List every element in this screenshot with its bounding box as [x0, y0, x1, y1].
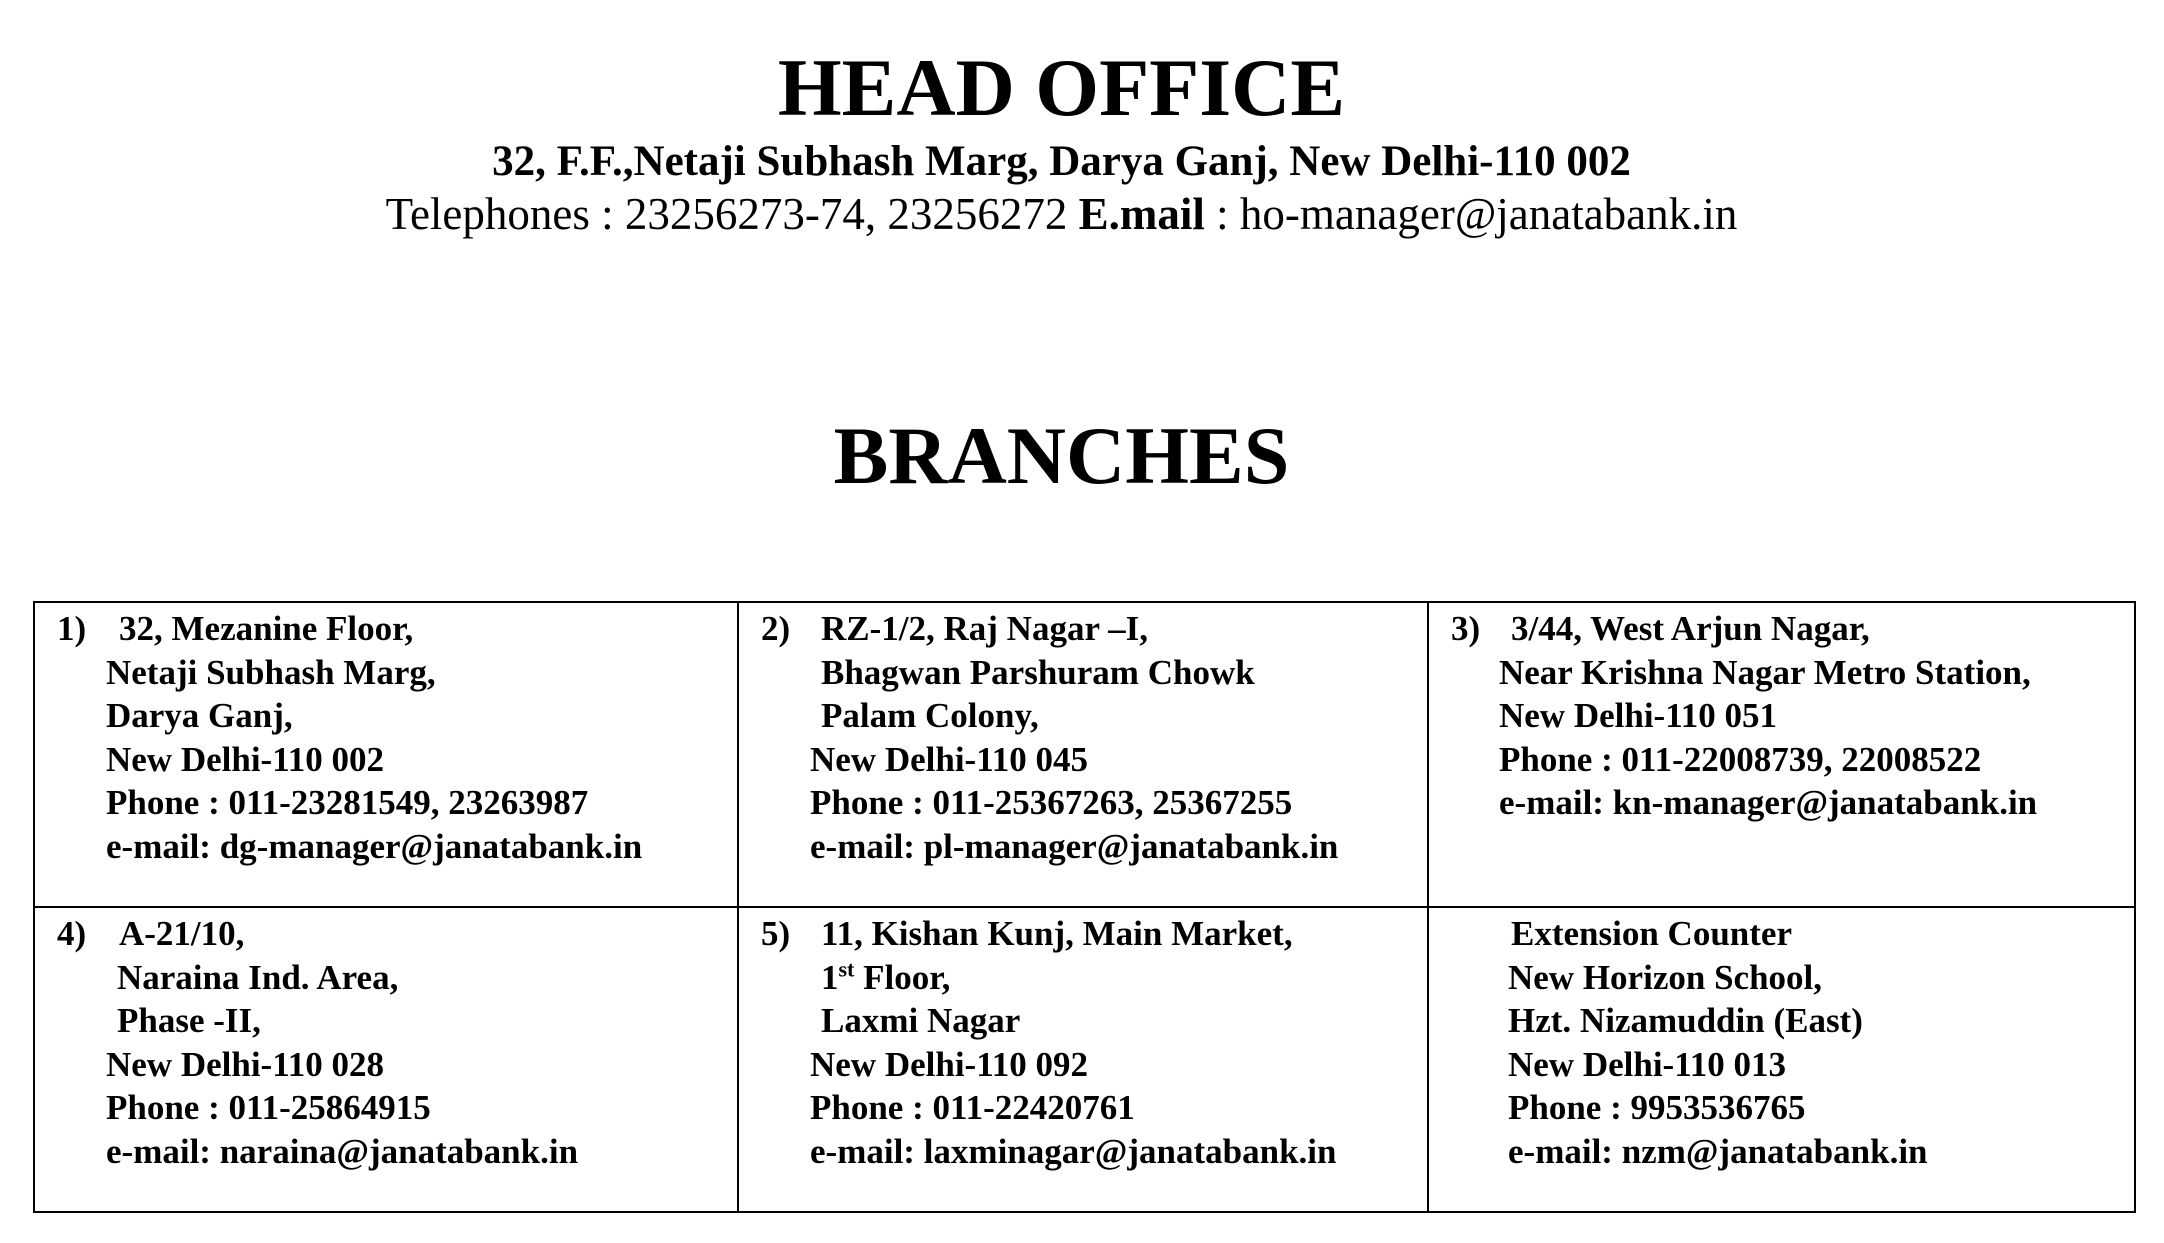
branch-number: 5) [761, 914, 791, 953]
branch-line: New Delhi-110 051 [1499, 696, 1778, 735]
branch-line: Hzt. Nizamuddin (East) [1508, 1001, 1863, 1040]
email-separator: : [1204, 189, 1240, 239]
branch-line: New Delhi-110 028 [106, 1044, 385, 1084]
branch-cell-3 [1428, 602, 2135, 907]
branch-line: 2) RZ-1/2, Raj Nagar –I, [739, 607, 1427, 651]
branch-cell-4 [34, 907, 738, 1212]
branch-email: e-mail: laxminagar@janatabank.in [810, 1131, 1337, 1171]
branch-line: Phase -II, [117, 1001, 261, 1040]
branch-cell-6 [1428, 907, 2135, 1212]
branch-cell-2 [738, 602, 1428, 907]
branch-cell-1 [34, 602, 738, 907]
branch-line: Extension Counter [1511, 914, 1792, 953]
branches-title: BRANCHES [833, 410, 1290, 501]
branch-number: 4) [57, 914, 87, 953]
branch-number: 3) [1451, 609, 1481, 648]
branch-line: Darya Ganj, [106, 696, 293, 735]
branch-phone: Phone : 011-22008739, 22008522 [1499, 739, 1982, 779]
branch-number: 2) [761, 609, 791, 648]
branch-line: New Delhi-110 092 [810, 1044, 1089, 1084]
branch-line: 4) A-21/10, [35, 912, 737, 956]
branches-table [33, 601, 2136, 1213]
branch-phone: Phone : 011-23281549, 23263987 [106, 783, 589, 822]
head-office-title: HEAD OFFICE [777, 42, 1346, 133]
head-office-address: 32, F.F.,Netaji Subhash Marg, Darya Ganj, New Delhi-110 002 [492, 138, 1631, 185]
branch-line: New Horizon School, [1508, 957, 1823, 997]
ordinal-suffix: st [838, 955, 855, 981]
head-office-contact [0, 189, 2123, 239]
branch-line: Netaji Subhash Marg, [106, 652, 436, 692]
branch-line: 5) 11, Kishan Kunj, Main Market, [739, 912, 1427, 956]
branch-line: Laxmi Nagar [821, 1001, 1021, 1040]
branch-phone: Phone : 011-25864915 [106, 1088, 431, 1127]
telephones-label: Telephones : [385, 189, 625, 239]
branch-line: New Delhi-110 013 [1508, 1044, 1787, 1084]
branch-email: e-mail: naraina@janatabank.in [106, 1131, 579, 1171]
head-office-email: ho-manager@janatabank.in [1239, 189, 1738, 239]
branch-line: Palam Colony, [821, 696, 1039, 735]
branch-phone: Phone : 011-25367263, 25367255 [810, 783, 1293, 822]
branch-email: e-mail: pl-manager@janatabank.in [810, 826, 1339, 866]
branch-cell-5 [738, 907, 1428, 1212]
table-row [34, 602, 2135, 907]
branch-phone: Phone : 011-22420761 [810, 1088, 1135, 1127]
branch-line: Naraina Ind. Area, [117, 957, 399, 997]
branch-line: Near Krishna Nagar Metro Station, [1499, 652, 2031, 692]
branch-line: Bhagwan Parshuram Chowk [821, 652, 1255, 692]
branch-line: New Delhi-110 045 [810, 739, 1089, 779]
branch-line: 1st Floor, [821, 955, 951, 997]
table-row [34, 907, 2135, 1212]
branch-line: New Delhi-110 002 [106, 739, 385, 779]
branch-number: 1) [57, 609, 87, 648]
branch-email: e-mail: dg-manager@janatabank.in [106, 826, 643, 866]
branch-email: e-mail: kn-manager@janatabank.in [1499, 783, 2038, 822]
branch-email: e-mail: nzm@janatabank.in [1508, 1131, 1928, 1171]
email-label: E.mail [1078, 189, 1205, 239]
telephones-value: 23256273-74, 23256272 [624, 189, 1079, 239]
branch-line: 1) 32, Mezanine Floor, [35, 607, 737, 651]
branch-line: 3) 3/44, West Arjun Nagar, [1429, 607, 2134, 651]
branch-phone: Phone : 9953536765 [1508, 1088, 1806, 1127]
